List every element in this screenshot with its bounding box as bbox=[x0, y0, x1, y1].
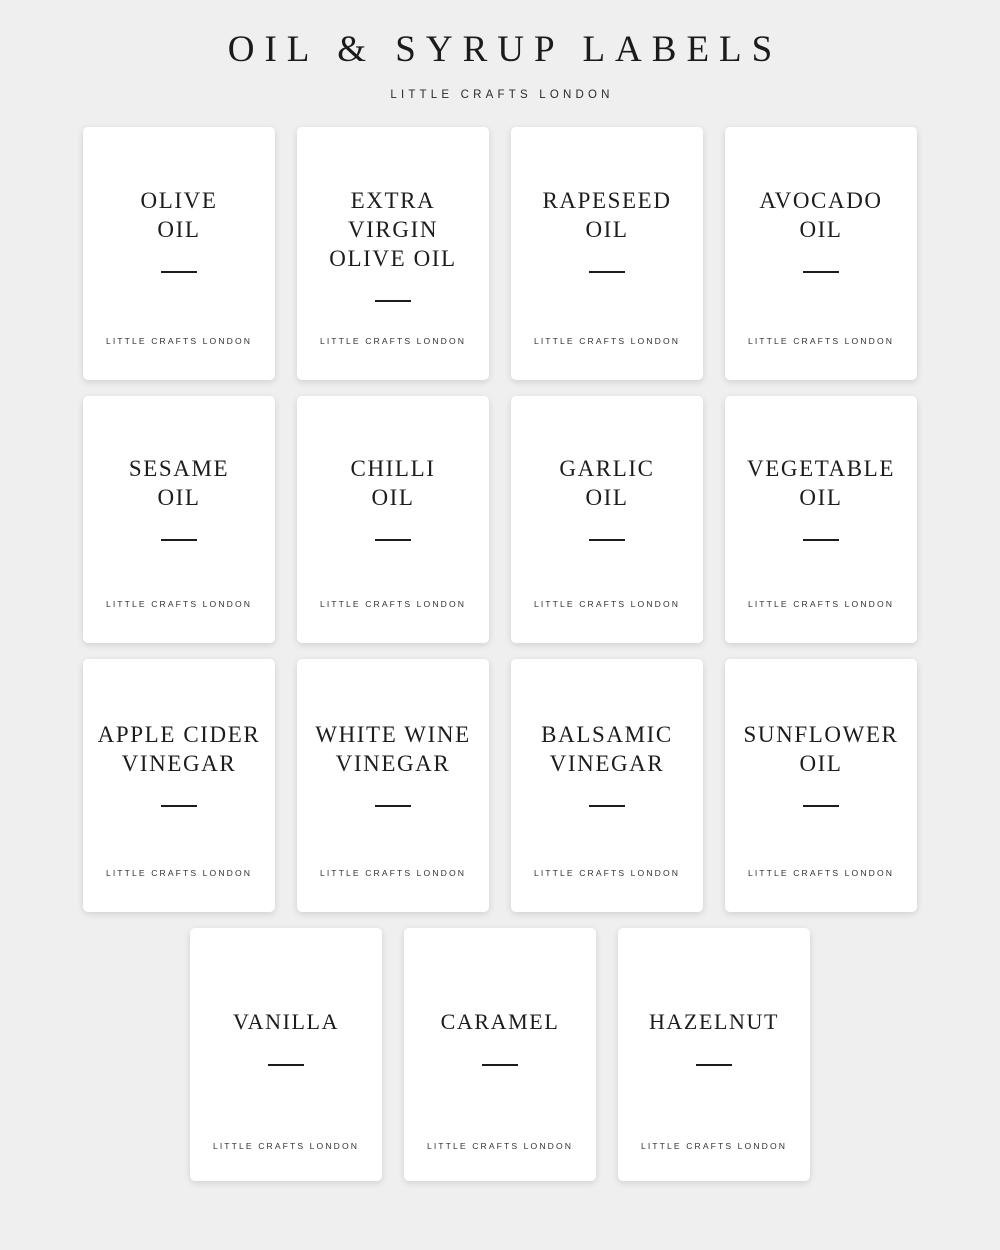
divider-rule bbox=[803, 805, 839, 807]
page-title: OIL & SYRUP LABELS bbox=[227, 29, 783, 70]
label-card[interactable] bbox=[83, 127, 275, 380]
label-card[interactable] bbox=[83, 396, 275, 643]
label-footer: LITTLE CRAFTS LONDON bbox=[640, 1141, 788, 1152]
label-title bbox=[121, 455, 237, 513]
divider-rule bbox=[161, 539, 197, 541]
label-footer: LITTLE CRAFTS LONDON bbox=[105, 336, 253, 347]
label-title-line2: OIL bbox=[371, 485, 415, 511]
label-title-line1: CARAMEL bbox=[440, 1009, 560, 1035]
label-title-line2: OIL bbox=[585, 217, 629, 243]
divider-rule bbox=[589, 539, 625, 541]
label-title bbox=[533, 721, 681, 779]
label-card[interactable] bbox=[83, 659, 275, 912]
label-footer: LITTLE CRAFTS LONDON bbox=[533, 868, 681, 879]
label-title bbox=[343, 455, 444, 513]
divider-rule bbox=[803, 271, 839, 273]
label-footer: LITTLE CRAFTS LONDON bbox=[747, 336, 895, 347]
label-card[interactable] bbox=[404, 928, 596, 1181]
label-title-line2: OIL bbox=[157, 217, 201, 243]
label-title bbox=[641, 1008, 787, 1036]
label-title bbox=[133, 187, 226, 245]
divider-rule bbox=[375, 539, 411, 541]
label-title-line2: OIL bbox=[799, 751, 843, 777]
label-title-line1: CHILLI bbox=[350, 456, 436, 482]
label-title-line1: GARLIC bbox=[559, 456, 655, 482]
label-footer: LITTLE CRAFTS LONDON bbox=[319, 868, 467, 879]
label-footer: LITTLE CRAFTS LONDON bbox=[426, 1141, 574, 1152]
label-title bbox=[736, 721, 907, 779]
divider-rule bbox=[375, 805, 411, 807]
label-title-line1: SUNFLOWER bbox=[743, 722, 899, 748]
label-card[interactable] bbox=[297, 659, 489, 912]
label-title-line2: VINEGAR bbox=[335, 751, 451, 777]
label-title-line2: OIL bbox=[799, 485, 843, 511]
label-title-line2: VINEGAR bbox=[549, 751, 665, 777]
label-row bbox=[72, 127, 928, 380]
label-title bbox=[90, 721, 269, 779]
divider-rule bbox=[268, 1064, 304, 1066]
label-title bbox=[751, 187, 890, 245]
label-title bbox=[739, 455, 903, 513]
label-card[interactable] bbox=[511, 659, 703, 912]
sheet-header bbox=[0, 0, 1000, 101]
label-footer: LITTLE CRAFTS LONDON bbox=[747, 599, 895, 610]
label-title-line1: OLIVE bbox=[140, 188, 218, 214]
label-row bbox=[72, 659, 928, 912]
page-subtitle: LITTLE CRAFTS LONDON bbox=[390, 89, 614, 102]
label-card[interactable] bbox=[297, 396, 489, 643]
label-footer: LITTLE CRAFTS LONDON bbox=[747, 868, 895, 879]
label-card[interactable] bbox=[511, 127, 703, 380]
label-title-line1: WHITE WINE bbox=[315, 722, 471, 748]
label-title-line2: OIL bbox=[157, 485, 201, 511]
label-card[interactable] bbox=[725, 396, 917, 643]
divider-rule bbox=[696, 1064, 732, 1066]
label-card[interactable] bbox=[618, 928, 810, 1181]
label-card[interactable] bbox=[190, 928, 382, 1181]
label-title-line1: SESAME bbox=[128, 456, 230, 482]
label-title bbox=[225, 1008, 347, 1036]
divider-rule bbox=[589, 805, 625, 807]
divider-rule bbox=[161, 805, 197, 807]
label-card[interactable] bbox=[725, 659, 917, 912]
label-title-line1: APPLE CIDER bbox=[97, 722, 261, 748]
label-title-line2: VINEGAR bbox=[121, 751, 237, 777]
label-footer: LITTLE CRAFTS LONDON bbox=[212, 1141, 360, 1152]
label-card[interactable] bbox=[511, 396, 703, 643]
label-title-line1: RAPESEED bbox=[542, 188, 672, 214]
divider-rule bbox=[375, 300, 411, 302]
label-title bbox=[534, 187, 679, 245]
divider-rule bbox=[803, 539, 839, 541]
label-footer: LITTLE CRAFTS LONDON bbox=[533, 336, 681, 347]
label-card[interactable] bbox=[725, 127, 917, 380]
label-title-line1: VANILLA bbox=[232, 1009, 340, 1035]
divider-rule bbox=[161, 271, 197, 273]
label-title-line1: AVOCADO bbox=[759, 188, 883, 214]
label-row bbox=[179, 928, 821, 1181]
label-footer: LITTLE CRAFTS LONDON bbox=[319, 336, 467, 347]
label-footer: LITTLE CRAFTS LONDON bbox=[105, 599, 253, 610]
label-footer: LITTLE CRAFTS LONDON bbox=[533, 599, 681, 610]
label-title-line2: OIL bbox=[585, 485, 629, 511]
label-title bbox=[551, 455, 662, 513]
label-card[interactable] bbox=[297, 127, 489, 380]
label-footer: LITTLE CRAFTS LONDON bbox=[105, 868, 253, 879]
divider-rule bbox=[482, 1064, 518, 1066]
label-title bbox=[307, 721, 478, 779]
label-footer: LITTLE CRAFTS LONDON bbox=[319, 599, 467, 610]
labels-grid bbox=[0, 127, 1000, 1181]
label-title-line1: EXTRA VIRGIN bbox=[347, 188, 439, 243]
label-title-line1: VEGETABLE bbox=[747, 456, 895, 482]
label-title bbox=[433, 1008, 568, 1036]
label-title bbox=[297, 187, 489, 274]
label-row bbox=[72, 396, 928, 643]
label-title-line2: OIL bbox=[799, 217, 843, 243]
label-title-line1: HAZELNUT bbox=[648, 1009, 780, 1035]
label-title-line1: BALSAMIC bbox=[541, 722, 673, 748]
label-title-line2: OLIVE OIL bbox=[329, 246, 457, 272]
divider-rule bbox=[589, 271, 625, 273]
